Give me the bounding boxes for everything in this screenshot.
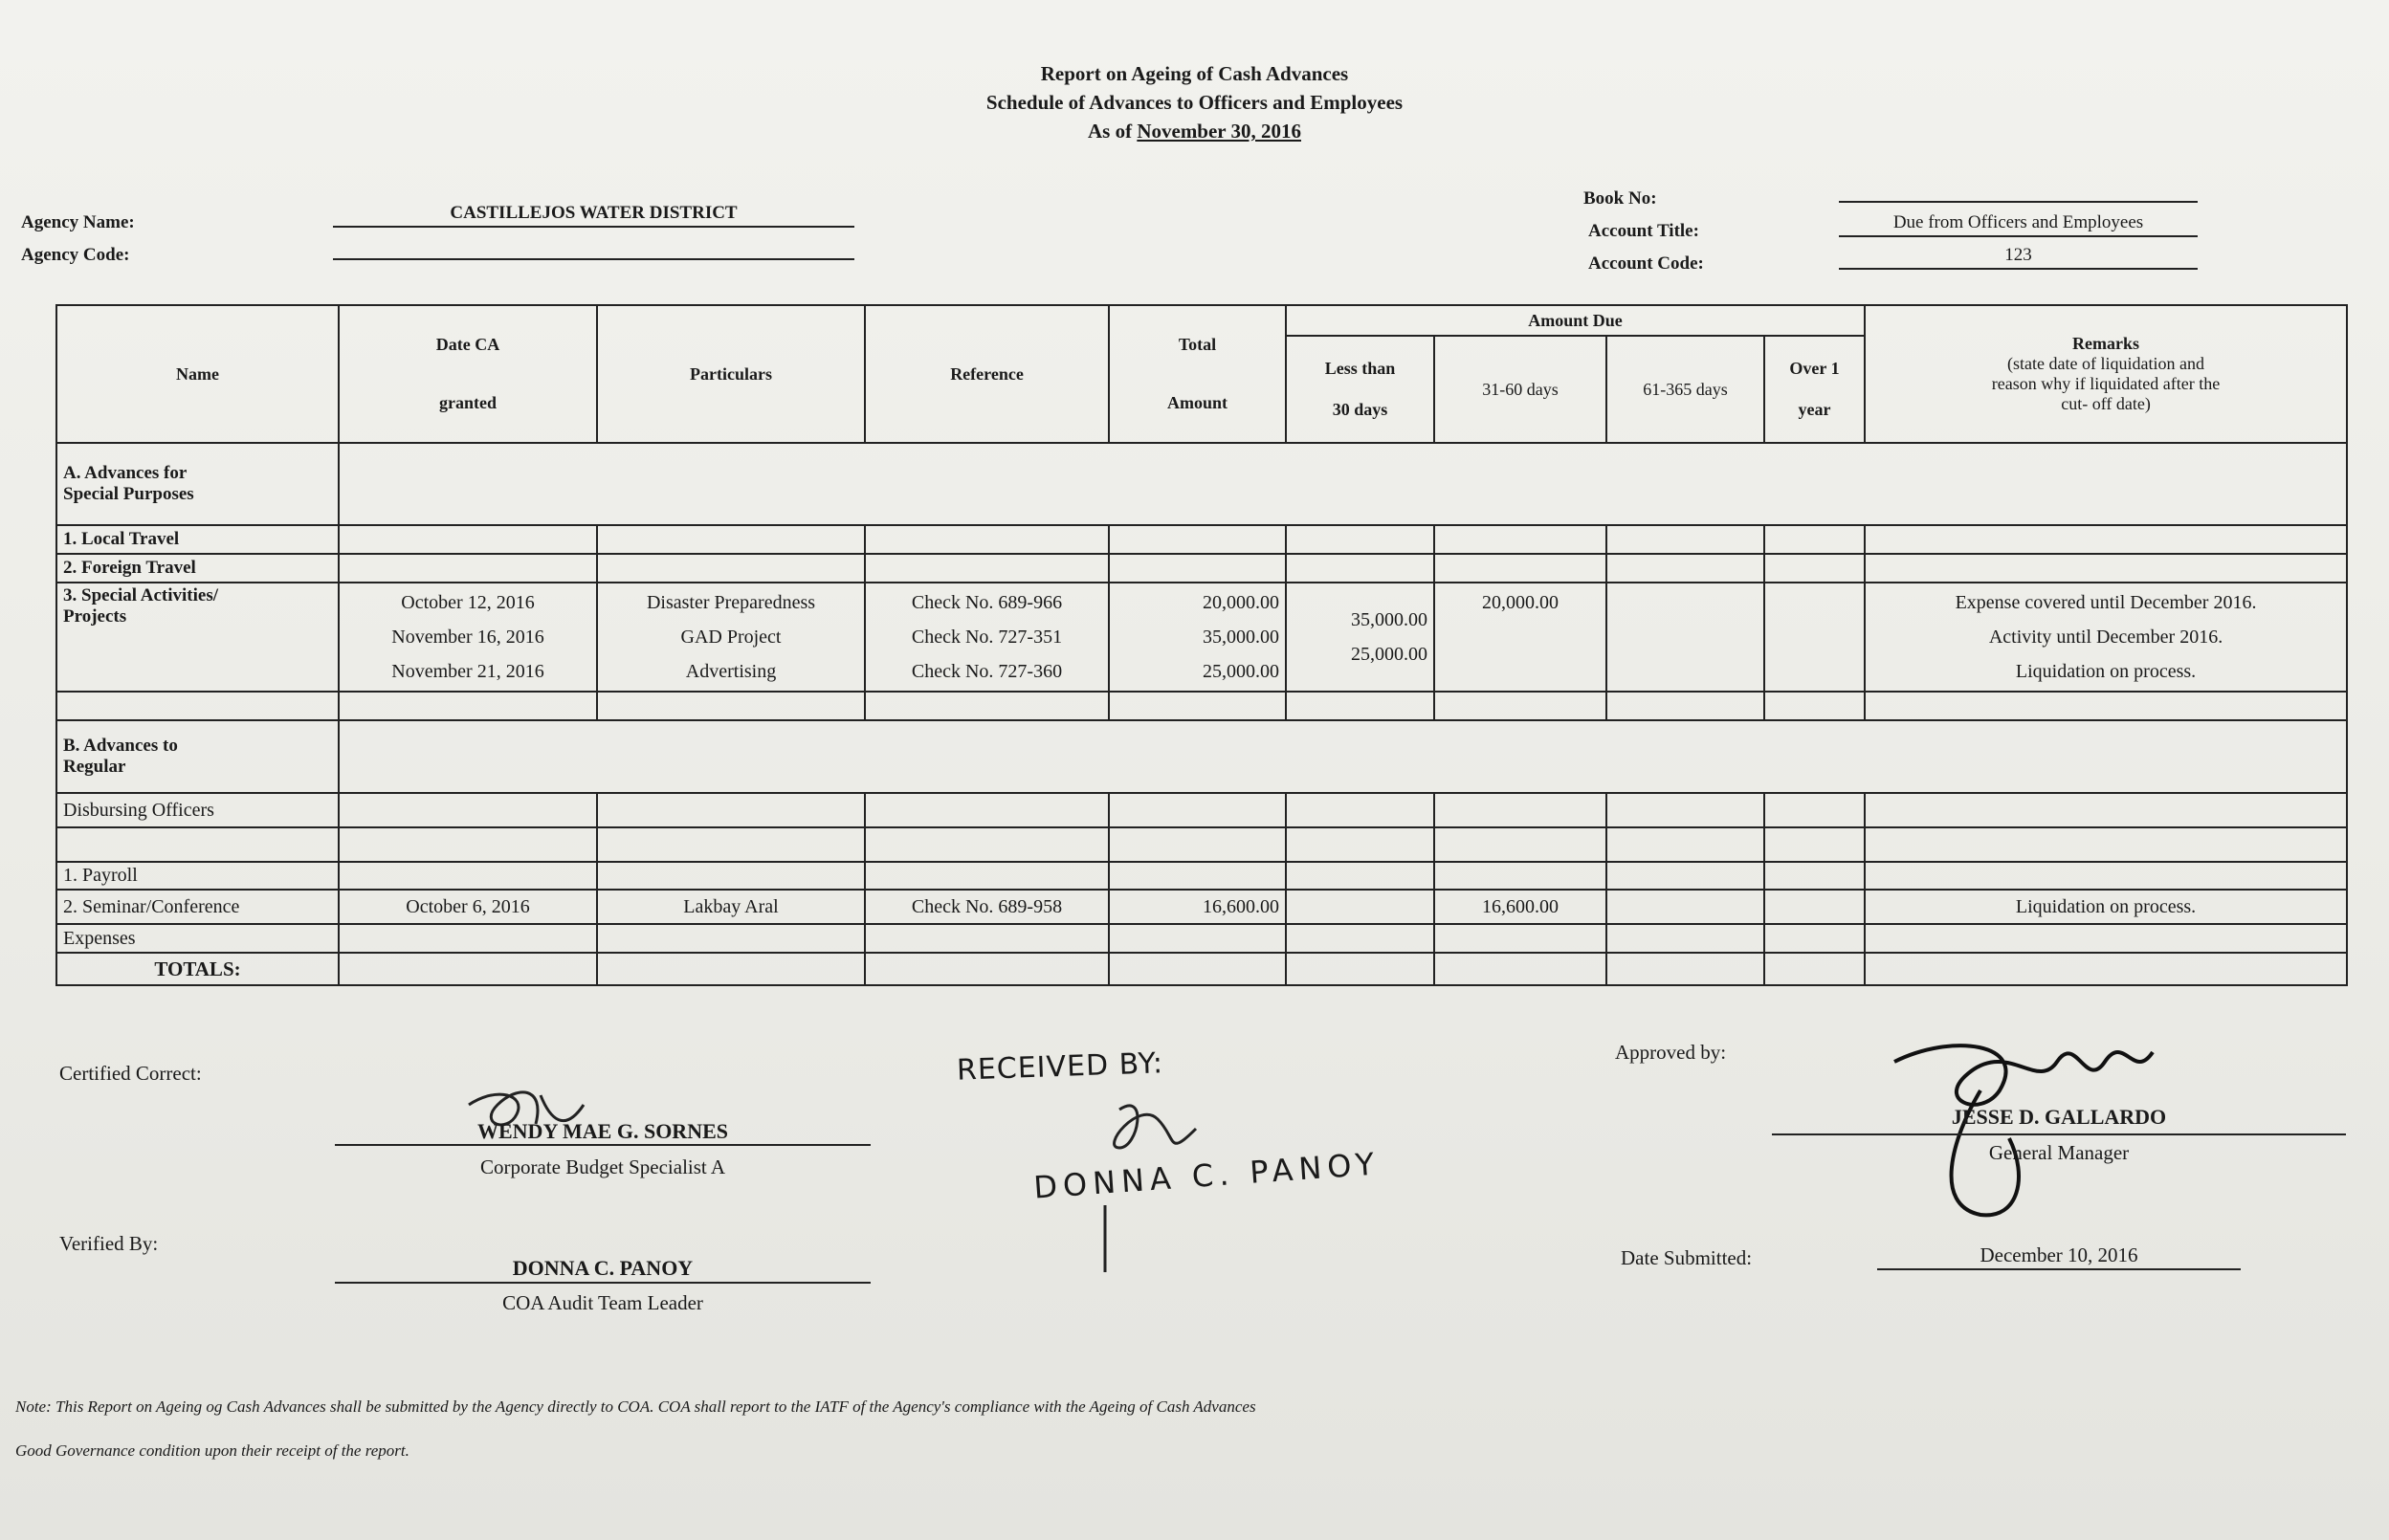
col-header-amount-due: Amount Due (1286, 305, 1865, 336)
certified-name: WENDY MAE G. SORNES (477, 1119, 728, 1143)
certified-signature-line (335, 1144, 871, 1146)
empty-cell (1606, 827, 1764, 862)
empty-cell (1286, 793, 1434, 827)
title-line-3 (0, 117, 2389, 145)
totals-row (56, 953, 2347, 985)
col-header-61-365: 61-365 days (1606, 336, 1764, 443)
empty-cell (597, 862, 865, 890)
empty-cell (339, 924, 597, 953)
total-header-line1: Total (1178, 335, 1217, 354)
empty-cell (1109, 827, 1286, 862)
remarks-header-line1: Remarks (2072, 334, 2140, 353)
empty-cell (339, 793, 597, 827)
empty-cell (1865, 554, 2347, 583)
date-header-line2: granted (439, 393, 497, 412)
account-title-value: Due from Officers and Employees (1839, 212, 2198, 237)
section-b-title-line2: Regular (63, 757, 126, 777)
empty-cell (1434, 862, 1606, 890)
empty-cell (56, 692, 339, 720)
empty-cell (1606, 583, 1764, 692)
special-activities-row (56, 583, 2347, 692)
lt30-cell (1286, 583, 1434, 692)
account-code-value: 123 (1839, 245, 2198, 270)
section-a-row (56, 443, 2347, 525)
verified-title: COA Audit Team Leader (502, 1291, 703, 1314)
empty-cell (1764, 793, 1865, 827)
empty-cell (1764, 862, 1865, 890)
empty-cell (1434, 692, 1606, 720)
totals-label: TOTALS: (56, 953, 339, 985)
section-a-blank (339, 443, 2347, 525)
entry-remarks: Liquidation on process. (2015, 661, 2197, 682)
local-travel-label: 1. Local Travel (56, 525, 339, 554)
empty-cell (865, 525, 1109, 554)
approved-name: JESSE D. GALLARDO (1951, 1105, 2167, 1129)
empty-cell (1764, 890, 1865, 924)
empty-cell (1764, 525, 1865, 554)
empty-cell (865, 827, 1109, 862)
empty-cell (1109, 953, 1286, 985)
table-row (56, 692, 2347, 720)
seminar-label-2: Expenses (56, 924, 339, 953)
col-header-date (339, 305, 597, 443)
col-header-remarks (1865, 305, 2347, 443)
empty-cell (1764, 554, 1865, 583)
empty-cell (1865, 924, 2347, 953)
agency-code-label: Agency Code: (21, 245, 130, 265)
empty-cell (1606, 554, 1764, 583)
special-activities-line1: 3. Special Activities/ (63, 585, 219, 605)
entry-reference: Check No. 689-966 (911, 592, 1063, 613)
section-a-title (56, 443, 339, 525)
table-row (56, 793, 2347, 827)
lt30-line1: Less than (1324, 359, 1396, 378)
entry-lt30: 25,000.00 (1351, 644, 1427, 665)
certified-title: Corporate Budget Specialist A (479, 1155, 726, 1178)
entry-lt30: 35,000.00 (1351, 609, 1427, 630)
col-header-name: Name (56, 305, 339, 443)
empty-cell (1286, 554, 1434, 583)
empty-cell (1286, 890, 1434, 924)
total-header-line2: Amount (1166, 393, 1228, 412)
empty-cell (1109, 862, 1286, 890)
entry-date: November 16, 2016 (391, 627, 544, 648)
section-b-title (56, 720, 339, 793)
empty-cell (1286, 953, 1434, 985)
entry-particulars: GAD Project (680, 627, 782, 648)
empty-cell (1764, 924, 1865, 953)
total-cell (1109, 583, 1286, 692)
empty-cell (339, 953, 597, 985)
empty-cell (1109, 692, 1286, 720)
empty-cell (339, 692, 597, 720)
seminar-total: 16,600.00 (1109, 890, 1286, 924)
entry-date: November 21, 2016 (391, 661, 544, 682)
entry-particulars: Disaster Preparedness (646, 592, 816, 613)
empty-cell (597, 827, 865, 862)
empty-cell (1764, 692, 1865, 720)
empty-cell (1109, 924, 1286, 953)
approved-title: General Manager (1988, 1141, 2130, 1164)
approved-signature-line (1772, 1133, 2346, 1135)
empty-cell (865, 953, 1109, 985)
title-line-2: Schedule of Advances to Officers and Employees (985, 91, 1404, 114)
as-of-label: As of (1087, 120, 1133, 143)
empty-cell (597, 525, 865, 554)
entry-total: 25,000.00 (1203, 661, 1279, 682)
table-row (56, 554, 2347, 583)
entry-total: 20,000.00 (1203, 592, 1279, 613)
col-header-particulars: Particulars (597, 305, 865, 443)
empty-cell (1286, 862, 1434, 890)
empty-cell (339, 827, 597, 862)
seminar-label: 2. Seminar/Conference (56, 890, 339, 924)
col-header-lt30 (1286, 336, 1434, 443)
seminar-31-60: 16,600.00 (1434, 890, 1606, 924)
special-activities-line2: Projects (63, 606, 127, 627)
reference-cell (865, 583, 1109, 692)
empty-cell (339, 525, 597, 554)
empty-cell (1764, 827, 1865, 862)
seminar-reference: Check No. 689-958 (865, 890, 1109, 924)
verified-by-label: Verified By: (59, 1232, 159, 1255)
disbursing-officers-label: Disbursing Officers (56, 793, 339, 827)
footnote (15, 1385, 1833, 1473)
empty-cell (1865, 525, 2347, 554)
entry-remarks: Expense covered until December 2016. (1955, 592, 2257, 613)
entry-reference: Check No. 727-360 (911, 661, 1063, 682)
empty-cell (1434, 953, 1606, 985)
empty-cell (597, 953, 865, 985)
seminar-row (56, 890, 2347, 924)
section-b-title-line1: B. Advances to (63, 736, 178, 756)
empty-cell (1434, 924, 1606, 953)
verified-name: DONNA C. PANOY (512, 1256, 694, 1280)
verified-signature-line (335, 1282, 871, 1284)
agency-name-label: Agency Name: (21, 212, 135, 232)
empty-cell (1606, 924, 1764, 953)
empty-cell (1434, 525, 1606, 554)
as-of-date: November 30, 2016 (1137, 120, 1301, 143)
date-submitted-line (1877, 1268, 2241, 1270)
book-no-label: Book No: (1583, 188, 1657, 209)
empty-cell (1606, 862, 1764, 890)
agency-name-value: CASTILLEJOS WATER DISTRICT (333, 203, 854, 228)
empty-cell (865, 862, 1109, 890)
particulars-cell (597, 583, 865, 692)
empty-cell (1286, 692, 1434, 720)
entry-date: October 12, 2016 (401, 592, 535, 613)
footnote-line2: Good Governance condition upon their receipt of the report. (15, 1441, 409, 1460)
dates-cell (339, 583, 597, 692)
empty-cell (1286, 827, 1434, 862)
table-row (56, 924, 2347, 953)
empty-cell (1764, 953, 1865, 985)
date-submitted-label: Date Submitted: (1621, 1246, 1753, 1269)
table-row (56, 525, 2347, 554)
certified-correct-label: Certified Correct: (59, 1062, 202, 1085)
empty-cell (339, 554, 597, 583)
agency-code-line (333, 258, 854, 260)
empty-cell (1865, 953, 2347, 985)
empty-cell (1606, 525, 1764, 554)
empty-cell (1606, 953, 1764, 985)
col-header-over1 (1764, 336, 1865, 443)
report-title (0, 59, 2389, 145)
d31-60-cell (1434, 583, 1606, 692)
empty-cell (1606, 890, 1764, 924)
section-a-title-line2: Special Purposes (63, 484, 194, 504)
col-header-reference: Reference (865, 305, 1109, 443)
section-b-blank (339, 720, 2347, 793)
remarks-header-line2: (state date of liquidation and (2007, 354, 2204, 373)
date-submitted-value: December 10, 2016 (1980, 1243, 2138, 1266)
empty-cell (1865, 692, 2347, 720)
table-row (56, 827, 2347, 862)
empty-cell (597, 692, 865, 720)
col-header-total (1109, 305, 1286, 443)
empty-cell (1606, 793, 1764, 827)
seminar-remarks: Liquidation on process. (1865, 890, 2347, 924)
entry-particulars: Advertising (685, 661, 777, 682)
empty-cell (1865, 862, 2347, 890)
empty-cell (865, 692, 1109, 720)
empty-cell (1286, 924, 1434, 953)
empty-cell (1865, 827, 2347, 862)
account-title-label: Account Title: (1588, 221, 1699, 241)
empty-cell (1109, 525, 1286, 554)
footnote-line1: Note: This Report on Ageing og Cash Advances shall be submitted by the Agency directly to COA. COA shall report to the IATF of the Agency's compliance with the Ageing of Cash Advances (15, 1397, 1256, 1416)
empty-cell (865, 793, 1109, 827)
empty-cell (1606, 692, 1764, 720)
book-no-line (1839, 201, 2198, 203)
account-code-label: Account Code: (1588, 253, 1704, 274)
empty-cell (597, 924, 865, 953)
empty-cell (1865, 793, 2347, 827)
section-b-row (56, 720, 2347, 793)
title-line-1: Report on Ageing of Cash Advances (1040, 62, 1349, 85)
section-a-title-line1: A. Advances for (63, 463, 188, 483)
empty-cell (1434, 793, 1606, 827)
payroll-label: 1. Payroll (56, 862, 339, 890)
date-header-line1: Date CA (435, 335, 500, 354)
seminar-date: October 6, 2016 (339, 890, 597, 924)
over1-line1: Over 1 (1789, 359, 1840, 378)
remarks-header-line3: reason why if liquidated after the (1991, 374, 2221, 393)
over1-line2: year (1798, 400, 1831, 419)
lt30-line2: 30 days (1332, 400, 1388, 419)
empty-cell (1109, 554, 1286, 583)
empty-cell (1434, 554, 1606, 583)
empty-cell (339, 862, 597, 890)
empty-cell (1109, 793, 1286, 827)
remarks-cell (1865, 583, 2347, 692)
empty-cell (865, 924, 1109, 953)
empty-cell (597, 554, 865, 583)
empty-cell (56, 827, 339, 862)
empty-cell (1764, 583, 1865, 692)
foreign-travel-label: 2. Foreign Travel (56, 554, 339, 583)
entry-remarks: Activity until December 2016. (1988, 627, 2223, 648)
received-by-handwritten: RECEIVED BY: (956, 1046, 1164, 1088)
empty-cell (1286, 525, 1434, 554)
received-name-handwritten: DONNA C. PANOY (1032, 1145, 1382, 1206)
entry-31-60: 20,000.00 (1482, 592, 1559, 613)
approved-by-label: Approved by: (1615, 1041, 1727, 1064)
cash-advance-table (55, 304, 2348, 986)
special-activities-label (56, 583, 339, 692)
table-row (56, 862, 2347, 890)
remarks-header-line4: cut- off date) (2061, 394, 2151, 413)
entry-reference: Check No. 727-351 (911, 627, 1063, 648)
entry-total: 35,000.00 (1203, 627, 1279, 648)
col-header-31-60: 31-60 days (1434, 336, 1606, 443)
empty-cell (1434, 827, 1606, 862)
empty-cell (865, 554, 1109, 583)
seminar-particulars: Lakbay Aral (597, 890, 865, 924)
empty-cell (597, 793, 865, 827)
